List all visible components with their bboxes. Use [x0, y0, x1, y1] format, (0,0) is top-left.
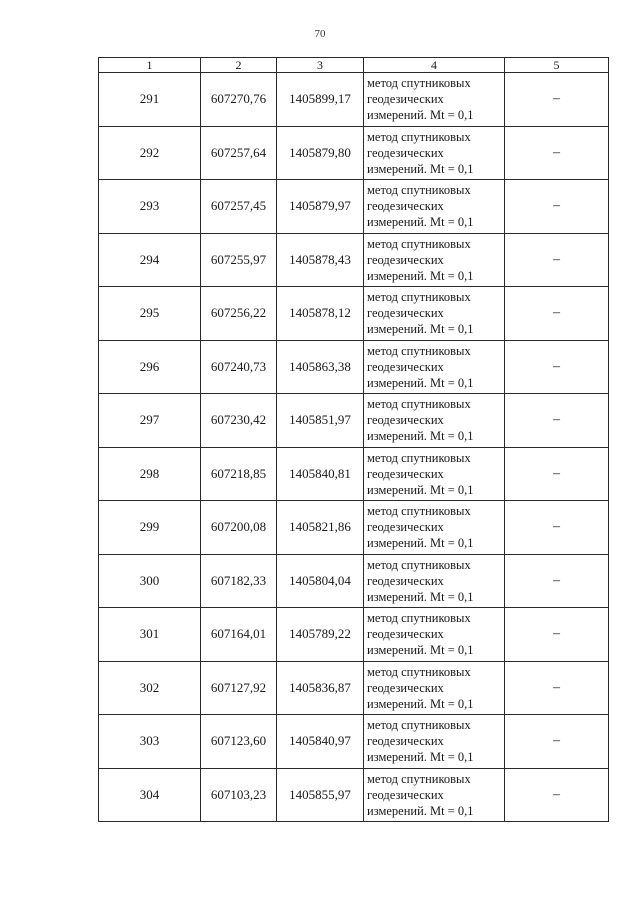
x-coordinate-cell: 607256,22	[201, 287, 277, 341]
table-body	[99, 73, 609, 822]
table-row	[99, 661, 609, 715]
note-cell: –	[505, 554, 609, 608]
y-coordinate-cell: 1405879,97	[277, 180, 364, 234]
note-cell: –	[505, 661, 609, 715]
method-cell: метод спутниковых геодезических измерений. Mt = 0,1	[364, 233, 505, 287]
note-cell: –	[505, 340, 609, 394]
y-coordinate-cell: 1405899,17	[277, 73, 364, 127]
x-coordinate-cell: 607257,64	[201, 126, 277, 180]
x-coordinate-cell: 607218,85	[201, 447, 277, 501]
table-row	[99, 340, 609, 394]
table-row	[99, 287, 609, 341]
y-coordinate-cell: 1405840,81	[277, 447, 364, 501]
method-cell: метод спутниковых геодезических измерений. Mt = 0,1	[364, 180, 505, 234]
note-cell: –	[505, 233, 609, 287]
note-cell: –	[505, 447, 609, 501]
y-coordinate-cell: 1405855,97	[277, 768, 364, 822]
method-cell: метод спутниковых геодезических измерений. Mt = 0,1	[364, 126, 505, 180]
x-coordinate-cell: 607182,33	[201, 554, 277, 608]
y-coordinate-cell: 1405821,86	[277, 501, 364, 555]
y-coordinate-cell: 1405789,22	[277, 608, 364, 662]
table-row	[99, 501, 609, 555]
note-cell: –	[505, 180, 609, 234]
table-row	[99, 608, 609, 662]
point-number-cell: 301	[99, 608, 201, 662]
note-cell: –	[505, 768, 609, 822]
method-cell: метод спутниковых геодезических измерений. Mt = 0,1	[364, 768, 505, 822]
table-row	[99, 715, 609, 769]
column-header-4: 4	[364, 58, 505, 73]
y-coordinate-cell: 1405804,04	[277, 554, 364, 608]
note-cell: –	[505, 501, 609, 555]
note-cell: –	[505, 287, 609, 341]
method-cell: метод спутниковых геодезических измерений. Mt = 0,1	[364, 608, 505, 662]
point-number-cell: 299	[99, 501, 201, 555]
method-cell: метод спутниковых геодезических измерений. Mt = 0,1	[364, 554, 505, 608]
point-number-cell: 293	[99, 180, 201, 234]
y-coordinate-cell: 1405878,12	[277, 287, 364, 341]
x-coordinate-cell: 607127,92	[201, 661, 277, 715]
x-coordinate-cell: 607270,76	[201, 73, 277, 127]
point-number-cell: 296	[99, 340, 201, 394]
point-number-cell: 297	[99, 394, 201, 448]
x-coordinate-cell: 607240,73	[201, 340, 277, 394]
table-row	[99, 394, 609, 448]
table-row	[99, 180, 609, 234]
point-number-cell: 291	[99, 73, 201, 127]
point-number-cell: 302	[99, 661, 201, 715]
column-header-3: 3	[277, 58, 364, 73]
x-coordinate-cell: 607164,01	[201, 608, 277, 662]
table-row	[99, 554, 609, 608]
table-row	[99, 233, 609, 287]
method-cell: метод спутниковых геодезических измерений. Mt = 0,1	[364, 715, 505, 769]
y-coordinate-cell: 1405851,97	[277, 394, 364, 448]
x-coordinate-cell: 607230,42	[201, 394, 277, 448]
point-number-cell: 292	[99, 126, 201, 180]
y-coordinate-cell: 1405863,38	[277, 340, 364, 394]
y-coordinate-cell: 1405840,97	[277, 715, 364, 769]
x-coordinate-cell: 607123,60	[201, 715, 277, 769]
method-cell: метод спутниковых геодезических измерений. Mt = 0,1	[364, 394, 505, 448]
x-coordinate-cell: 607255,97	[201, 233, 277, 287]
point-number-cell: 300	[99, 554, 201, 608]
method-cell: метод спутниковых геодезических измерений. Mt = 0,1	[364, 287, 505, 341]
column-header-2: 2	[201, 58, 277, 73]
point-number-cell: 298	[99, 447, 201, 501]
note-cell: –	[505, 608, 609, 662]
note-cell: –	[505, 394, 609, 448]
y-coordinate-cell: 1405836,87	[277, 661, 364, 715]
note-cell: –	[505, 126, 609, 180]
y-coordinate-cell: 1405878,43	[277, 233, 364, 287]
header-row	[99, 58, 609, 73]
x-coordinate-cell: 607103,23	[201, 768, 277, 822]
y-coordinate-cell: 1405879,80	[277, 126, 364, 180]
column-header-1: 1	[99, 58, 201, 73]
table-row	[99, 126, 609, 180]
method-cell: метод спутниковых геодезических измерений. Mt = 0,1	[364, 661, 505, 715]
table-header	[99, 58, 609, 73]
table-row	[99, 73, 609, 127]
method-cell: метод спутниковых геодезических измерений. Mt = 0,1	[364, 501, 505, 555]
page-number: 70	[314, 28, 326, 40]
x-coordinate-cell: 607200,08	[201, 501, 277, 555]
column-header-5: 5	[505, 58, 609, 73]
note-cell: –	[505, 715, 609, 769]
point-number-cell: 295	[99, 287, 201, 341]
point-number-cell: 303	[99, 715, 201, 769]
point-number-cell: 294	[99, 233, 201, 287]
method-cell: метод спутниковых геодезических измерений. Mt = 0,1	[364, 447, 505, 501]
note-cell: –	[505, 73, 609, 127]
method-cell: метод спутниковых геодезических измерений. Mt = 0,1	[364, 340, 505, 394]
method-cell: метод спутниковых геодезических измерений. Mt = 0,1	[364, 73, 505, 127]
table-row	[99, 768, 609, 822]
table-row	[99, 447, 609, 501]
point-number-cell: 304	[99, 768, 201, 822]
x-coordinate-cell: 607257,45	[201, 180, 277, 234]
coordinates-table	[98, 57, 609, 822]
